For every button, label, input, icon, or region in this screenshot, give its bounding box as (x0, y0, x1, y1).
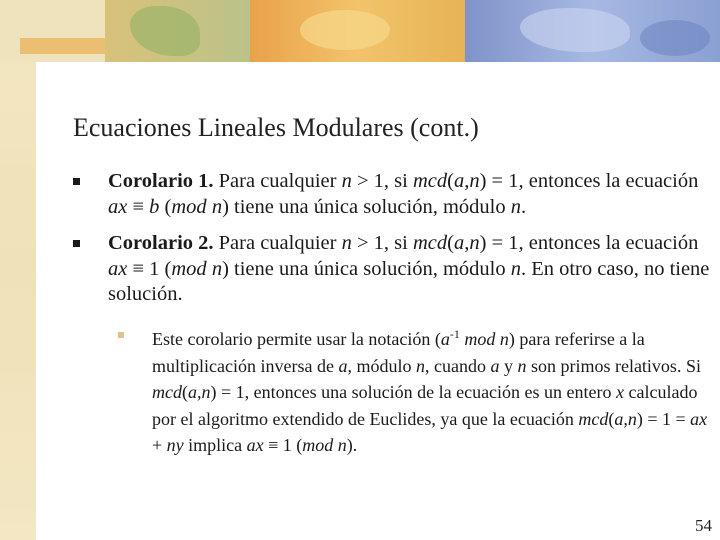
var-n: n (211, 195, 223, 218)
var-n: n (510, 195, 521, 218)
var-ax: ax (246, 435, 264, 455)
var-ax: ax (108, 257, 128, 280)
var-n: n (341, 232, 352, 254)
superscript-minus-one: -1 (449, 327, 460, 341)
equiv-symbol: ≡ (127, 195, 150, 218)
text-span: ( (608, 408, 615, 429)
text-span: , (464, 232, 470, 254)
text-span: > 1, si (351, 170, 413, 192)
func-mod-n: mod n (302, 435, 347, 455)
text-span: son primos relativos. Si (526, 355, 701, 376)
var-ny: ny (166, 435, 184, 455)
text-span: > 1, si (351, 232, 413, 254)
func-mod: mod (171, 257, 207, 280)
func-mcd: mcd (152, 382, 182, 402)
text-span: + (152, 435, 167, 455)
var-a: a (453, 232, 465, 254)
corollary-2-label: Corolario 2. (108, 232, 214, 254)
bullet-corollary-2 (73, 240, 80, 247)
var-n: n (211, 257, 223, 280)
text-span: y (499, 355, 518, 376)
text-span: , (464, 170, 470, 192)
text-span: ) = 1, entonces la ecuación (479, 232, 699, 254)
func-mcd: mcd (412, 232, 448, 254)
text-span: ( (159, 195, 172, 218)
decorative-banner (0, 0, 720, 62)
text-span: ). (346, 435, 358, 455)
var-n: n (510, 257, 521, 280)
func-mcd: mcd (412, 170, 448, 192)
text-span: calculado por el algoritmo extendido de Euclides, ya que la ecuación (152, 382, 698, 429)
var-x: x (616, 382, 625, 402)
func-mod: mod (171, 195, 207, 218)
bullet-corollary-1 (73, 178, 80, 185)
var-a-n: a,n (188, 382, 211, 402)
text-span: implica (183, 435, 247, 455)
equiv-symbol: ≡ 1 ( (127, 257, 172, 280)
text-span: ) tiene una única solución, módulo (222, 195, 511, 218)
var-a: a (440, 329, 450, 349)
var-a-n: a,n (614, 408, 637, 429)
var-n: n (415, 355, 425, 376)
var-a: a (453, 170, 465, 192)
var-b: b (149, 195, 160, 218)
text-span: , cuando (424, 355, 491, 376)
text-span: ) para referirse a la multiplicación inversa de (152, 329, 645, 376)
text-span: Este corolario permite usar la notación ( (152, 329, 441, 349)
text-span: ) = 1, entonces una solución de la ecuación es un entero (210, 382, 617, 402)
var-a: a (338, 355, 348, 376)
text-span: ( (182, 382, 188, 402)
text-span: ( (447, 170, 454, 192)
func-mcd: mcd (578, 408, 609, 429)
text-span: ) = 1, entonces la ecuación (479, 170, 699, 192)
corollary-2-text (108, 231, 714, 308)
text-span: . (520, 195, 527, 218)
var-n: n (517, 355, 527, 376)
note-text (152, 321, 718, 459)
var-ax: ax (690, 408, 708, 429)
var-a: a (490, 355, 500, 376)
var-n: n (469, 232, 480, 254)
var-n: n (469, 170, 480, 192)
text-span: , módulo (347, 355, 416, 376)
text-span: ) tiene una única solución, módulo (222, 257, 511, 280)
slide-title: Ecuaciones Lineales Modulares (cont.) (73, 113, 479, 142)
page-number: 54 (695, 516, 712, 535)
corollary-1-text (108, 169, 714, 220)
var-n: n (341, 170, 352, 192)
var-ax: ax (108, 195, 128, 218)
text-span: ≡ 1 ( (263, 435, 303, 455)
text-span: ) = 1 = (636, 408, 691, 429)
text-span: Para cualquier (213, 232, 342, 254)
left-decorative-strip (0, 0, 36, 540)
text-span: ( (447, 232, 454, 254)
func-mod-n: mod n (464, 329, 509, 349)
text-span: Para cualquier (213, 170, 342, 192)
corollary-1-label: Corolario 1. (108, 170, 214, 192)
text-span: . En otro caso, no tiene solución. (108, 257, 710, 305)
sub-bullet-note (118, 332, 124, 338)
